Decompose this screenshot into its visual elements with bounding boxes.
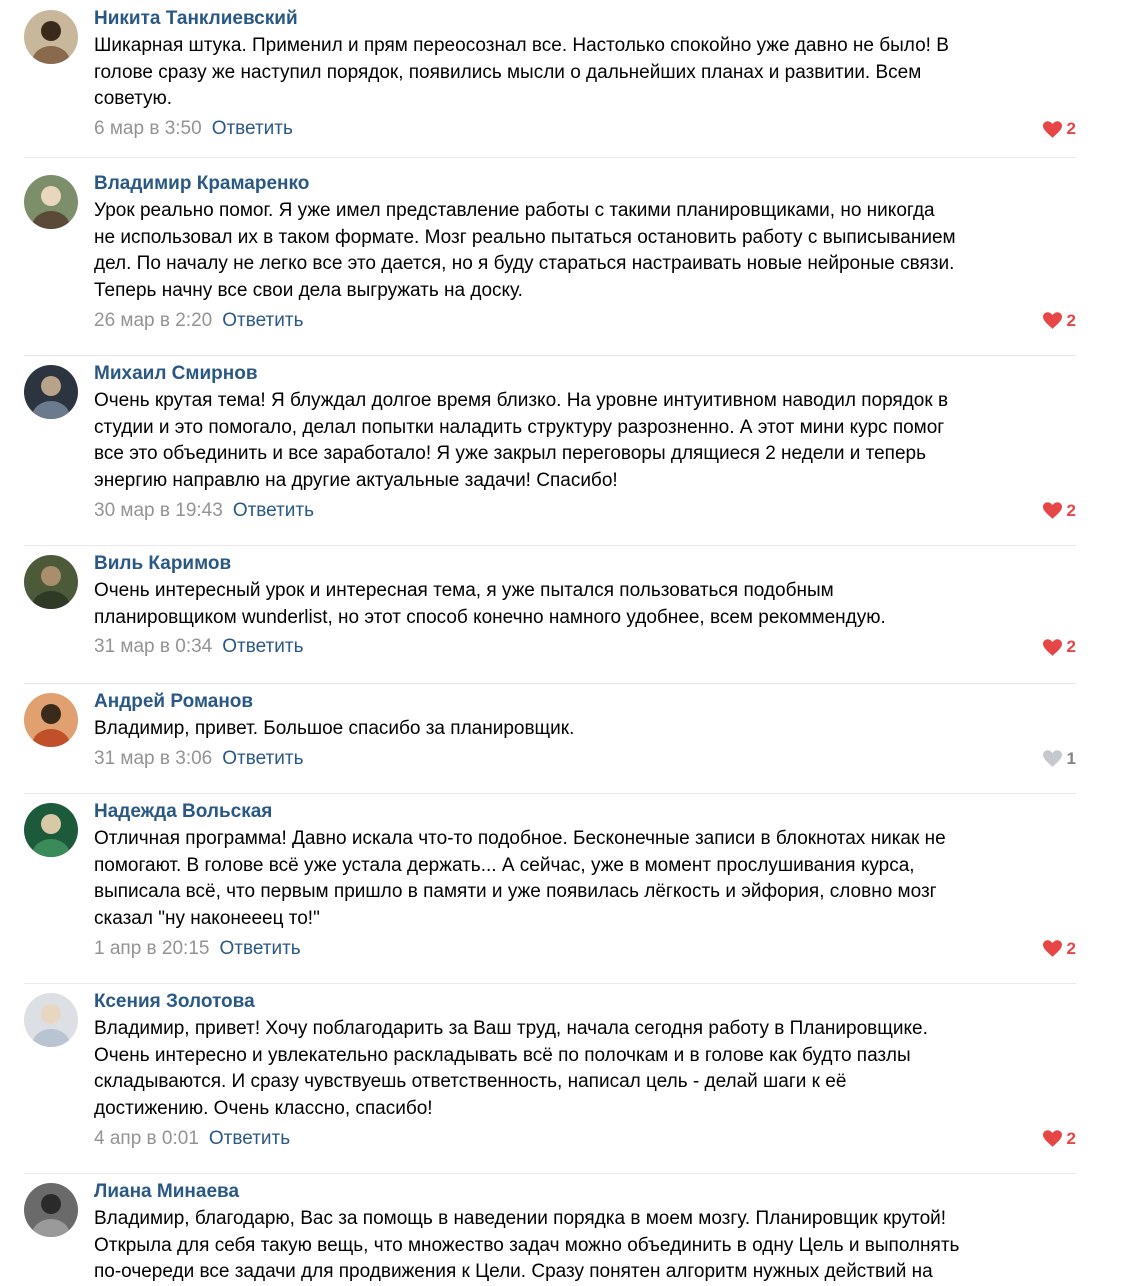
comment-meta <box>94 634 1076 660</box>
avatar[interactable] <box>24 10 78 64</box>
reply-link[interactable]: Ответить <box>219 937 301 959</box>
comment-item <box>24 983 1076 1174</box>
comment-meta <box>94 308 1076 334</box>
comment-text-line: по-очереди все задачи для продвижения к Цели. Сразу понятен алгоритм нужных действий на <box>94 1261 933 1283</box>
like-button[interactable] <box>1043 498 1076 524</box>
comment-author[interactable]: Лиана Минаева <box>94 1181 240 1202</box>
comment-text-line: планировщиком wunderlist, но этот способ конечно намного удобнее, всем рекоммендую. <box>94 606 886 628</box>
reply-link[interactable]: Ответить <box>222 309 304 331</box>
reply-link[interactable]: Ответить <box>222 636 304 658</box>
comment-text-line: студии и это помогало, делал попытки наладить структуру разрозненно. А этот мини курс помог <box>94 416 945 438</box>
comment-author[interactable]: Ксения Золотова <box>94 991 255 1012</box>
comment-item <box>24 165 1076 356</box>
comment-date[interactable]: 30 мар в 19:43 <box>94 499 223 521</box>
like-count: 2 <box>1066 938 1076 958</box>
heart-icon <box>1043 502 1062 519</box>
like-button[interactable] <box>1043 308 1076 334</box>
heart-icon <box>1043 639 1062 656</box>
like-button[interactable] <box>1043 116 1076 142</box>
comment-text-line: не использовал их в таком формате. Мозг реально пытаться остановить работу с выписыванием <box>94 226 956 248</box>
comment-item <box>24 793 1076 984</box>
comment-text-line: Очень крутая тема! Я блуждал долгое время близко. На уровне интуитивном наводил порядок в <box>94 390 949 411</box>
comment-text-line: Очень интересный урок и интересная тема, я уже пытался пользоваться подобным <box>94 580 834 601</box>
comment-item <box>24 545 1076 684</box>
like-button[interactable] <box>1043 746 1076 772</box>
comment-item <box>24 355 1076 546</box>
heart-icon <box>1043 940 1062 957</box>
comment-meta <box>94 746 1076 772</box>
comment-date[interactable]: 31 мар в 0:34 <box>94 636 213 658</box>
comment-text-line: советую. <box>94 88 173 110</box>
like-count: 2 <box>1066 1128 1076 1148</box>
heart-icon <box>1043 1130 1062 1147</box>
comment-item <box>24 0 1076 158</box>
comment-text <box>94 578 1076 631</box>
avatar[interactable] <box>24 365 78 419</box>
heart-icon <box>1043 312 1062 329</box>
comment-text-line: Урок реально помог. Я уже имел представление работы с такими планировщиками, но никогда <box>94 200 935 221</box>
avatar[interactable] <box>24 993 78 1047</box>
comment-text <box>94 826 1076 933</box>
like-count: 2 <box>1066 500 1076 520</box>
avatar[interactable] <box>24 693 78 747</box>
heart-icon <box>1043 121 1062 138</box>
heart-icon <box>1043 750 1062 767</box>
like-count: 1 <box>1066 748 1076 768</box>
comment-text-line: энергию направлю на другие актуальные задачи! Спасибо! <box>94 470 618 492</box>
comment-text-line: достижению. Очень классно, спасибо! <box>94 1098 433 1120</box>
comment-text-line: Теперь начну все свои дела выгружать на доску. <box>94 280 523 302</box>
comment-text-line: Владимир, привет. Большое спасибо за планировщик. <box>94 718 575 739</box>
like-count: 2 <box>1066 637 1076 657</box>
avatar[interactable] <box>24 1183 78 1237</box>
like-button[interactable] <box>1043 634 1076 660</box>
reply-link[interactable]: Ответить <box>208 1127 291 1149</box>
comment-meta <box>94 936 1076 962</box>
comment-text <box>94 33 1076 113</box>
comment-date[interactable]: 26 мар в 2:20 <box>94 309 213 331</box>
like-button[interactable] <box>1043 1126 1076 1152</box>
comment-meta <box>94 1126 1076 1152</box>
comment-date[interactable]: 1 апр в 20:15 <box>94 937 210 959</box>
comment-item <box>24 1173 1076 1283</box>
comment-text-line: все это объединить и все заработало! Я уже закрыл переговоры длящиеся 2 недели и теперь <box>94 443 926 465</box>
comment-meta <box>94 116 1076 142</box>
comment-text-line: голове сразу же наступил порядок, появились мысли о дальнейших планах и развитии. Всем <box>94 61 922 83</box>
comment-author[interactable]: Никита Танклиевский <box>94 8 298 29</box>
comment-text-line: Открыла для себя такую вещь, что множество задач можно объединить в одну Цель и выполнять <box>94 1234 960 1256</box>
comment-meta <box>94 498 1076 524</box>
reply-link[interactable]: Ответить <box>232 499 315 521</box>
comment-text <box>94 1206 1076 1286</box>
comment-date[interactable]: 4 апр в 0:01 <box>94 1127 199 1149</box>
comment-date[interactable]: 6 мар в 3:50 <box>94 118 202 140</box>
comment-text-line: Отличная программа! Давно искала что-то подобное. Бесконечные записи в блокнотах никак не <box>94 828 946 849</box>
comment-author[interactable]: Андрей Романов <box>94 691 254 712</box>
comment-text-line: Шикарная штука. Применил и прям переосознал все. Настолько спокойно уже давно не было! В <box>94 35 949 56</box>
comment-date[interactable]: 31 мар в 3:06 <box>94 747 213 769</box>
avatar[interactable] <box>24 175 78 229</box>
comment-text-line: помогают. В голове всё уже устала держать... А сейчас, уже в момент прослушивания курса, <box>94 854 915 876</box>
comment-text-line: Очень интересно и увлекательно раскладывать всё по полочкам и в голове как будто пазлы <box>94 1044 911 1066</box>
comment-text-line: Владимир, привет! Хочу поблагодарить за Ваш труд, начала сегодня работу в Планировщике. <box>94 1018 928 1039</box>
comment-text-line: Владимир, благодарю, Вас за помощь в наведении порядка в моем мозгу. Планировщик крутой! <box>94 1208 947 1229</box>
comment-item <box>24 683 1076 794</box>
avatar[interactable] <box>24 555 78 609</box>
comment-text <box>94 716 1076 743</box>
comment-author[interactable]: Владимир Крамаренко <box>94 173 310 194</box>
comment-text-line: выписала всё, что первым пришло в памяти и уже появилась лёгкость и эйфория, словно мозг <box>94 881 937 903</box>
like-count: 2 <box>1066 119 1076 139</box>
comment-author[interactable]: Надежда Вольская <box>94 801 273 822</box>
comment-text-line: сказал "ну наконееец то!" <box>94 908 320 930</box>
reply-link[interactable]: Ответить <box>211 118 293 140</box>
comment-text-line: складываются. И сразу чувствуешь ответственность, написал цель - делай шаги к её <box>94 1071 847 1093</box>
comment-author[interactable]: Михаил Смирнов <box>94 363 258 384</box>
comment-author[interactable]: Виль Каримов <box>94 553 232 574</box>
comment-text <box>94 1016 1076 1123</box>
comment-text-line: дел. По началу не легко все это дается, но я буду стараться настраивать новые нейроные связи. <box>94 253 955 275</box>
comment-text <box>94 198 1076 305</box>
avatar[interactable] <box>24 803 78 857</box>
reply-link[interactable]: Ответить <box>222 747 304 769</box>
like-count: 2 <box>1066 310 1076 330</box>
comment-text <box>94 388 1076 495</box>
like-button[interactable] <box>1043 936 1076 962</box>
